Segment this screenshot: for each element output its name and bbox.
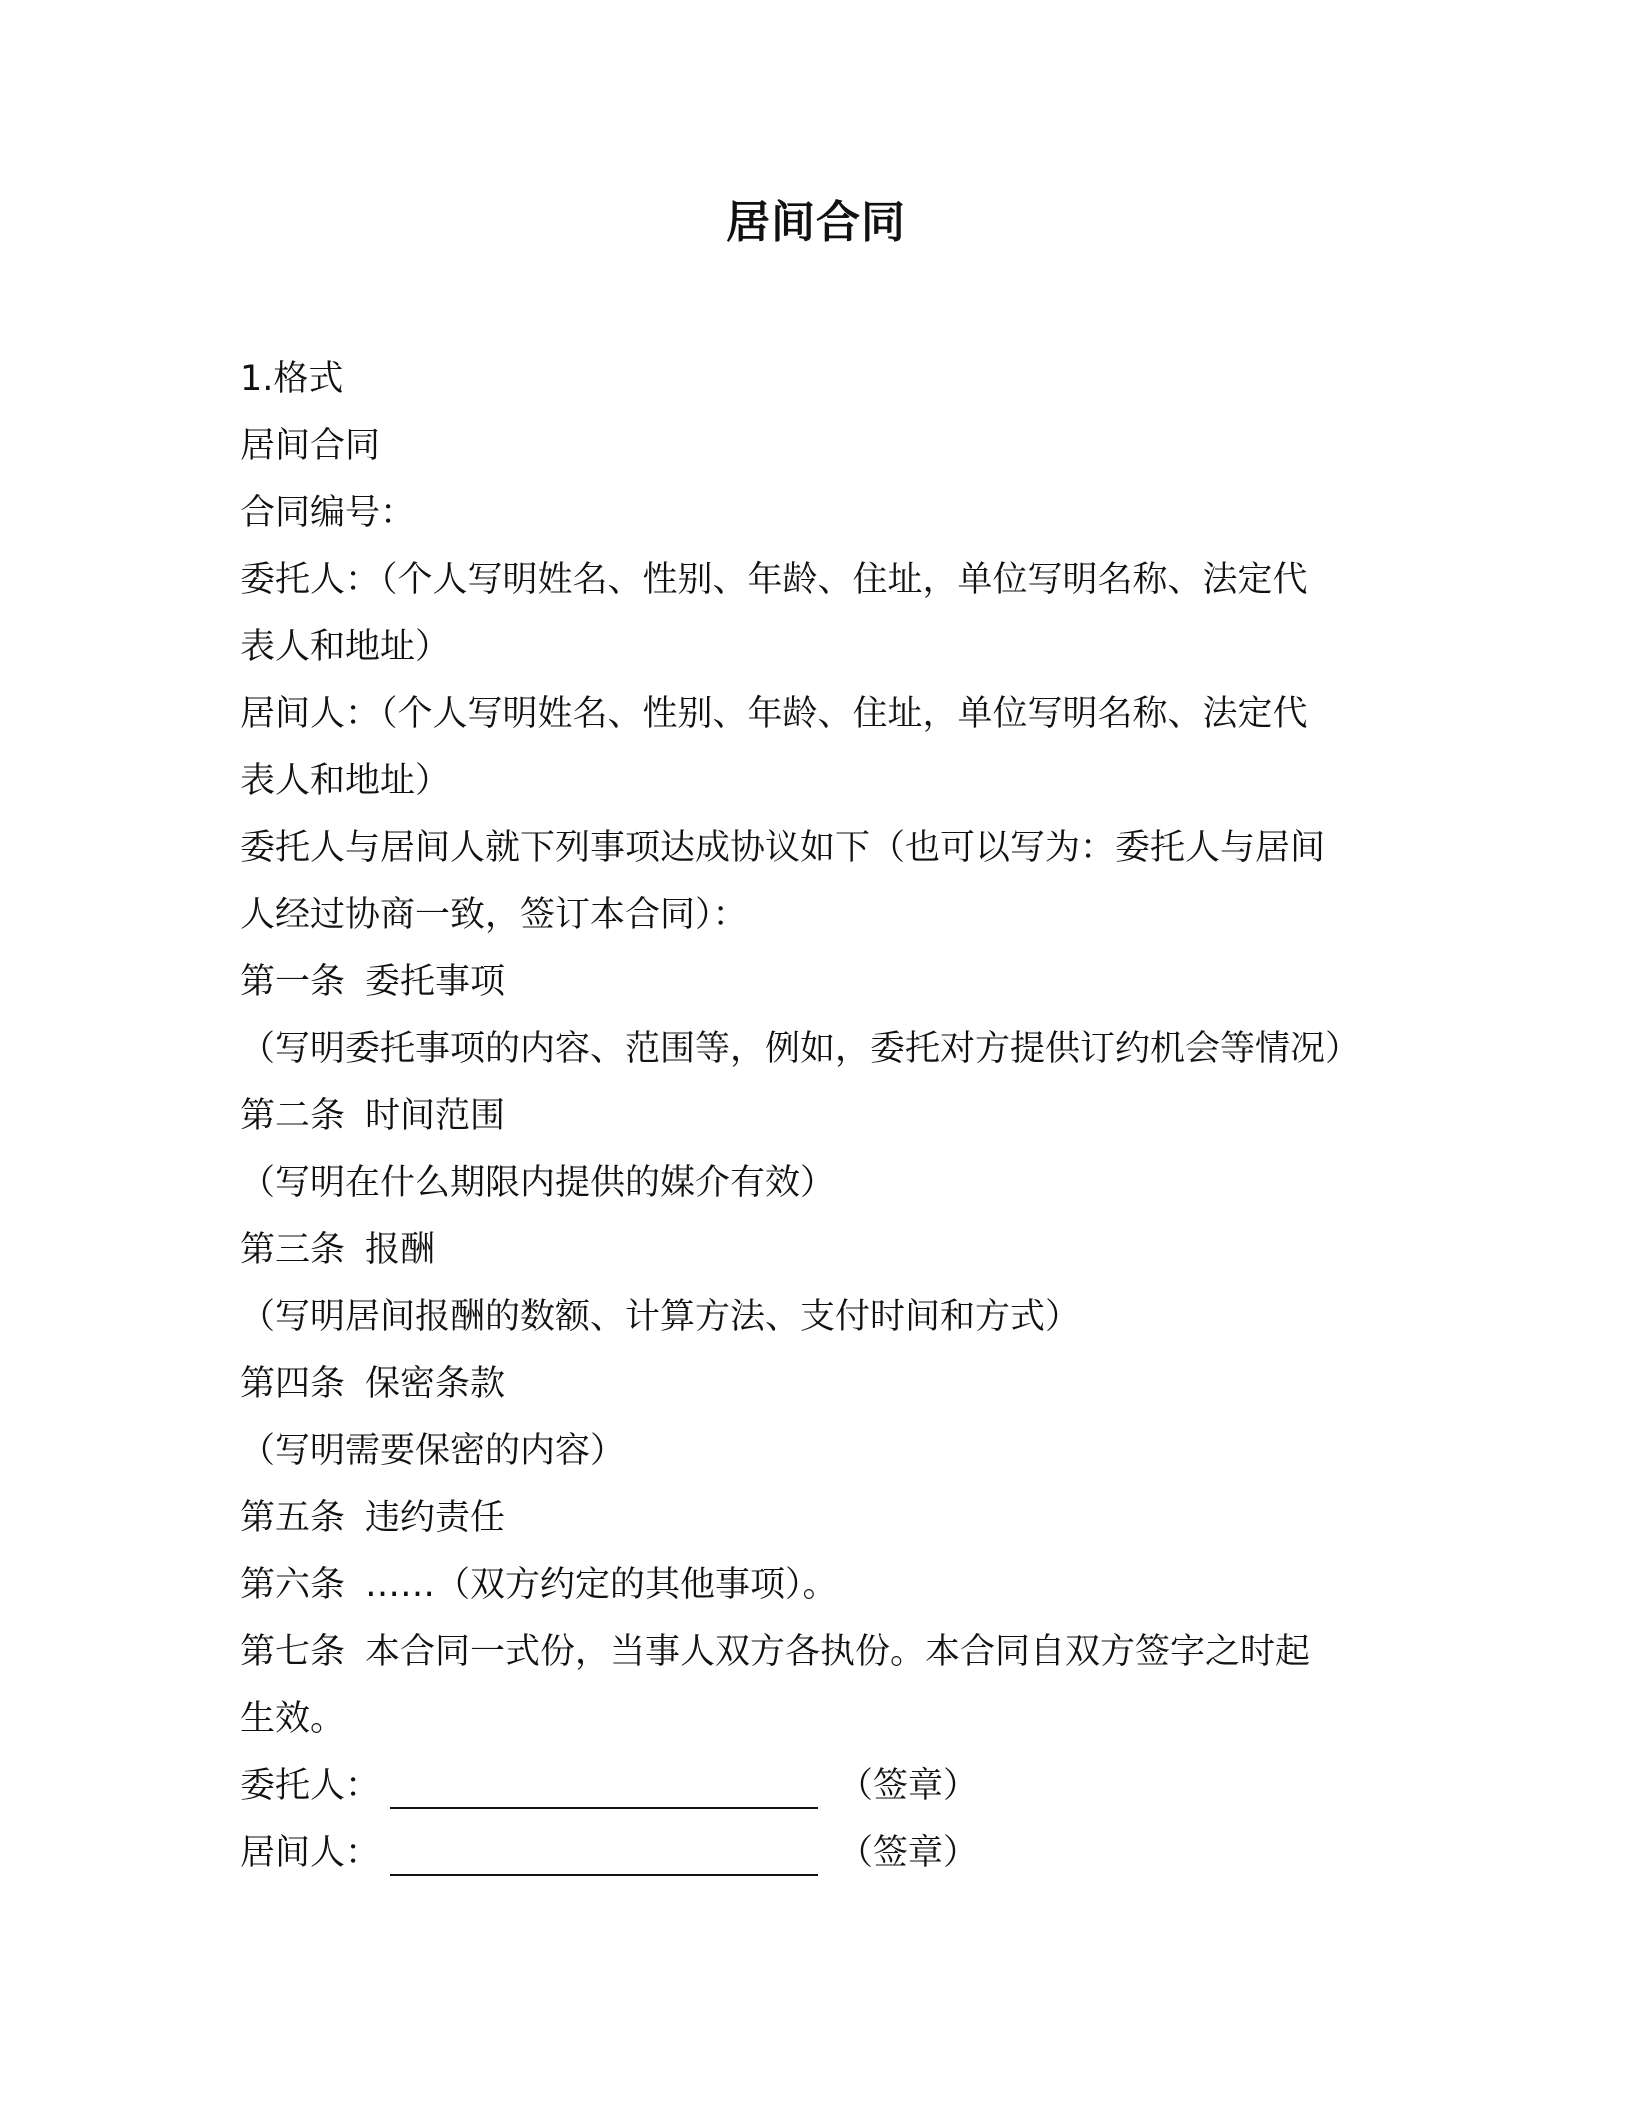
contract-number-label: 合同编号： [240,493,416,533]
article-title: 保密条款 [365,1364,506,1404]
article-number: 第七条 [240,1632,346,1672]
article-5-heading [240,1485,1400,1552]
article-number: 第四条 [240,1364,346,1404]
principal-line-2: 表人和地址） [240,627,451,667]
document-title: 居间合同 [726,197,906,248]
article-3-heading [240,1217,1400,1284]
intermediary-line-1: 居间人：（个人写明姓名、性别、年龄、住址，单位写明名称、法定代 [240,694,1308,734]
intermediary-signature-row [240,1820,1400,1887]
agreement-line-2: 人经过协商一致，签订本合同）： [240,895,748,935]
article-title: 委托事项 [365,962,506,1002]
principal-line-1: 委托人：（个人写明姓名、性别、年龄、住址，单位写明名称、法定代 [240,560,1308,600]
signature-label: 居间人： [240,1833,381,1873]
format-heading: 1.格式 [240,359,344,399]
article-1-heading [240,949,1400,1016]
article-number: 第六条 [240,1565,346,1605]
article-number: 第三条 [240,1230,346,1270]
article-title: ……（双方约定的其他事项）。 [365,1565,838,1605]
document-body [240,346,1400,1887]
contract-subtitle: 居间合同 [240,426,381,466]
intermediary-line-2: 表人和地址） [240,761,451,801]
signature-line [390,1807,818,1809]
principal-signature-row [240,1753,1400,1820]
article-title: 报酬 [365,1230,436,1270]
article-2-note: （写明在什么期限内提供的媒介有效） [240,1163,836,1203]
article-title: 时间范围 [365,1096,506,1136]
seal-label: （签章） [838,1833,979,1873]
article-1-note: （写明委托事项的内容、范围等，例如，委托对方提供订约机会等情况） [240,1029,1361,1069]
agreement-line-1: 委托人与居间人就下列事项达成协议如下（也可以写为：委托人与居间 [240,828,1326,868]
article-4-heading [240,1351,1400,1418]
article-4-note: （写明需要保密的内容） [240,1431,626,1471]
article-title: 违约责任 [365,1498,506,1538]
article-2-heading [240,1083,1400,1150]
article-6-heading [240,1552,1400,1619]
signature-label: 委托人： [240,1766,381,1806]
article-number: 第一条 [240,962,346,1002]
article-title: 本合同一式份，当事人双方各执份。本合同自双方签字之时起 [365,1632,1311,1672]
article-3-note: （写明居间报酬的数额、计算方法、支付时间和方式） [240,1297,1081,1337]
article-7-heading [240,1619,1400,1686]
article-number: 第五条 [240,1498,346,1538]
article-number: 第二条 [240,1096,346,1136]
signature-line [390,1874,818,1876]
article-7-continuation: 生效。 [240,1699,346,1739]
seal-label: （签章） [838,1766,979,1806]
